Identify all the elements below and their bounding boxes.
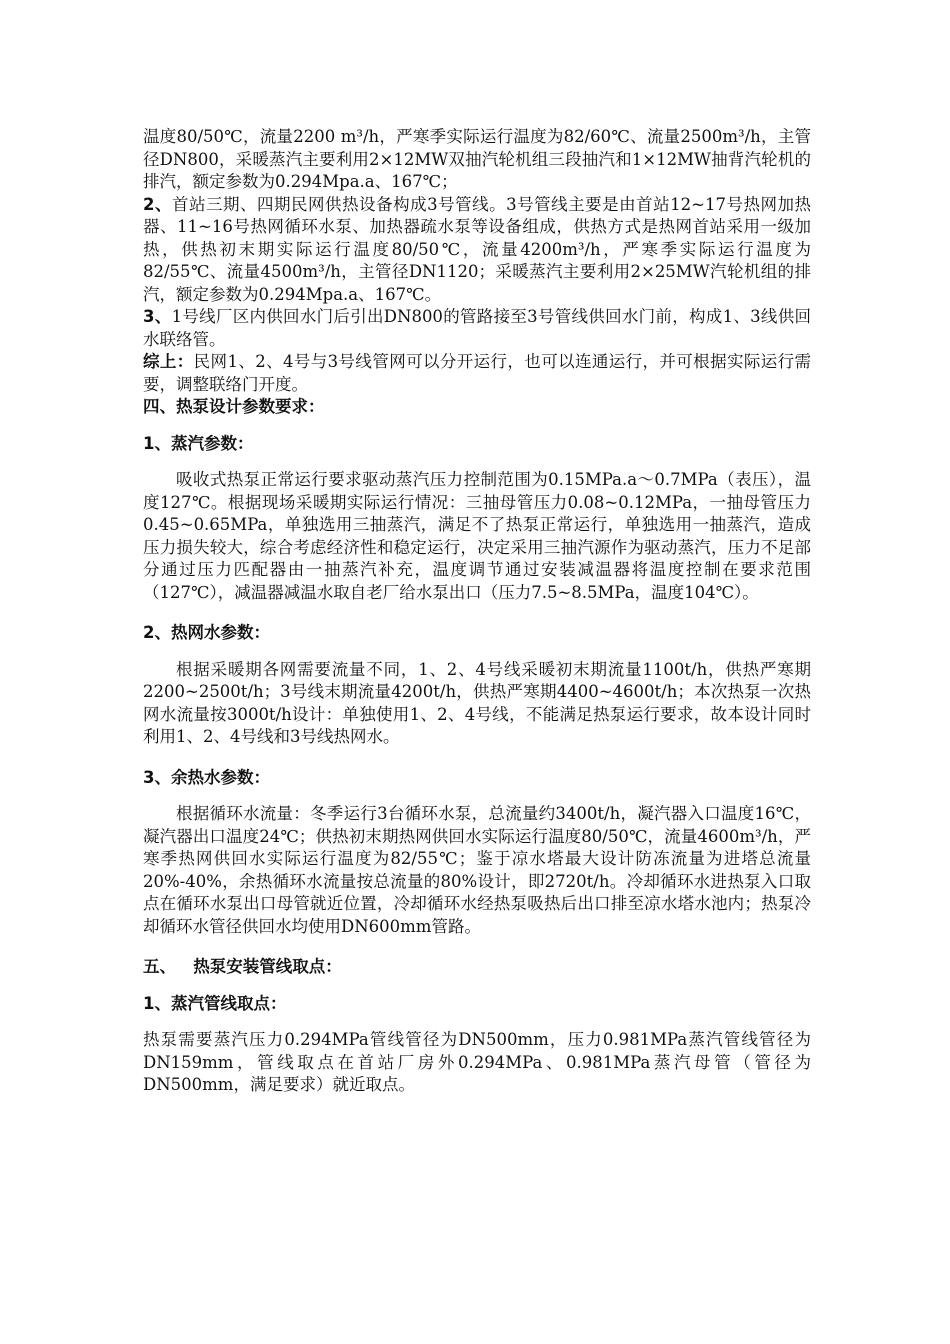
paragraph-text: 首站三期、四期民网供热设备构成3号管线。3号管线主要是由首站12~17号热网加热器、11~16号热网循环水泵、加热器疏水泵等设备组成，供热方式是热网首站采用一级加热，供热初末期实际运行温度80/50℃，流量4200m³/h，严寒季实际运行温度为82/55℃、流量4500m³/h，主管径DN1120；采暖蒸汽主要利用2×25MW汽轮机组的排汽，额定参数为0.294Mpa.a、167℃。 [143, 194, 812, 304]
paragraph-item-3 [143, 306, 811, 351]
subheading-heat-network-water: 2、热网水参数： [143, 623, 270, 642]
paragraph-text: 民网1、2、4号与3号线管网可以分开运行，也可以连通运行，并可根据实际运行需要，调整联络门开度。 [143, 352, 812, 394]
paragraph-line1-continuation: 温度80/50℃，流量2200 m³/h，严寒季实际运行温度为82/60℃、流量2500m³/h，主管径DN800，采暖蒸汽主要利用2×12MW双抽汽轮机组三段抽汽和1×12MW抽背汽轮机的排汽，额定参数为0.294Mpa.a、167℃； [143, 127, 811, 191]
summary-lead: 综上： [143, 352, 194, 371]
item-number: 3、 [143, 307, 172, 326]
paragraph-item-2 [143, 194, 811, 307]
paragraph-summary [143, 351, 811, 396]
item-number: 2、 [143, 194, 172, 214]
paragraph-waste-heat-water: 根据循环水流量：冬季运行3台循环水泵，总流量约3400t/h，凝汽器入口温度16℃，凝汽器出口温度24℃；供热初末期热网供回水实际运行温度80/50℃，流量4600m³/h，严寒季热网供回水实际运行温度为82/55℃；鉴于凉水塔最大设计防冻流量为进塔总流量20%-40%，余热循环水流量按总流量的80%设计，即2720t/h。冷却循环水进热泵入口取点在循环水泵出口母管就近位置，冷却循环水经热泵吸热后出口排至凉水塔水池内；热泵冷却循环水管径供回水均使用DN600mm管路。 [143, 804, 811, 936]
paragraph-steam-params: 吸收式热泵正常运行要求驱动蒸汽压力控制范围为0.15MPa.a～0.7MPa（表压），温度127℃。根据现场采暖期实际运行情况：三抽母管压力0.08~0.12MPa，一抽母管压力0.45~0.65MPa，单独选用三抽蒸汽，满足不了热泵正常运行，单独选用一抽蒸汽，造成压力损失较大，综合考虑经济性和稳定运行，决定采用三抽汽源作为驱动蒸汽，压力不足部分通过压力匹配器由一抽蒸汽补充，温度调节通过安装减温器将温度控制在要求范围（127℃），减温器减温水取自老厂给水泵出口（压力7.5~8.5MPa，温度104℃）。 [143, 470, 811, 602]
document-page [143, 126, 811, 1097]
paragraph-heat-network-water: 根据采暖期各网需要流量不同，1、2、4号线采暖初末期流量1100t/h，供热严寒期2200~2500t/h；3号线末期流量4200t/h，供热严寒期4400~4600t/h；本次热泵一次热网水流量按3000t/h设计：单独使用1、2、4号线，不能满足热泵运行要求，故本设计同时利用1、2、4号线和3号线热网水。 [143, 659, 811, 746]
subheading-steam-pipeline: 1、蒸汽管线取点： [143, 993, 287, 1013]
paragraph-steam-pipeline: 热泵需要蒸汽压力0.294MPa管线管径为DN500mm，压力0.981MPa蒸汽管线管径为DN159mm，管线取点在首站厂房外0.294MPa、0.981MPa蒸汽母管（管径为DN500mm，满足要求）就近取点。 [143, 1030, 811, 1094]
subheading-steam-params: 1、蒸汽参数： [143, 433, 254, 453]
section-heading-4: 四、热泵设计参数要求： [143, 397, 325, 416]
subheading-waste-heat-water: 3、余热水参数： [143, 767, 270, 787]
section-heading-5: 五、 热泵安装管线取点： [143, 957, 342, 976]
paragraph-text: 1号线厂区内供回水门后引出DN800的管路接至3号管线供回水门前，构成1、3线供回水联络管。 [143, 307, 812, 349]
